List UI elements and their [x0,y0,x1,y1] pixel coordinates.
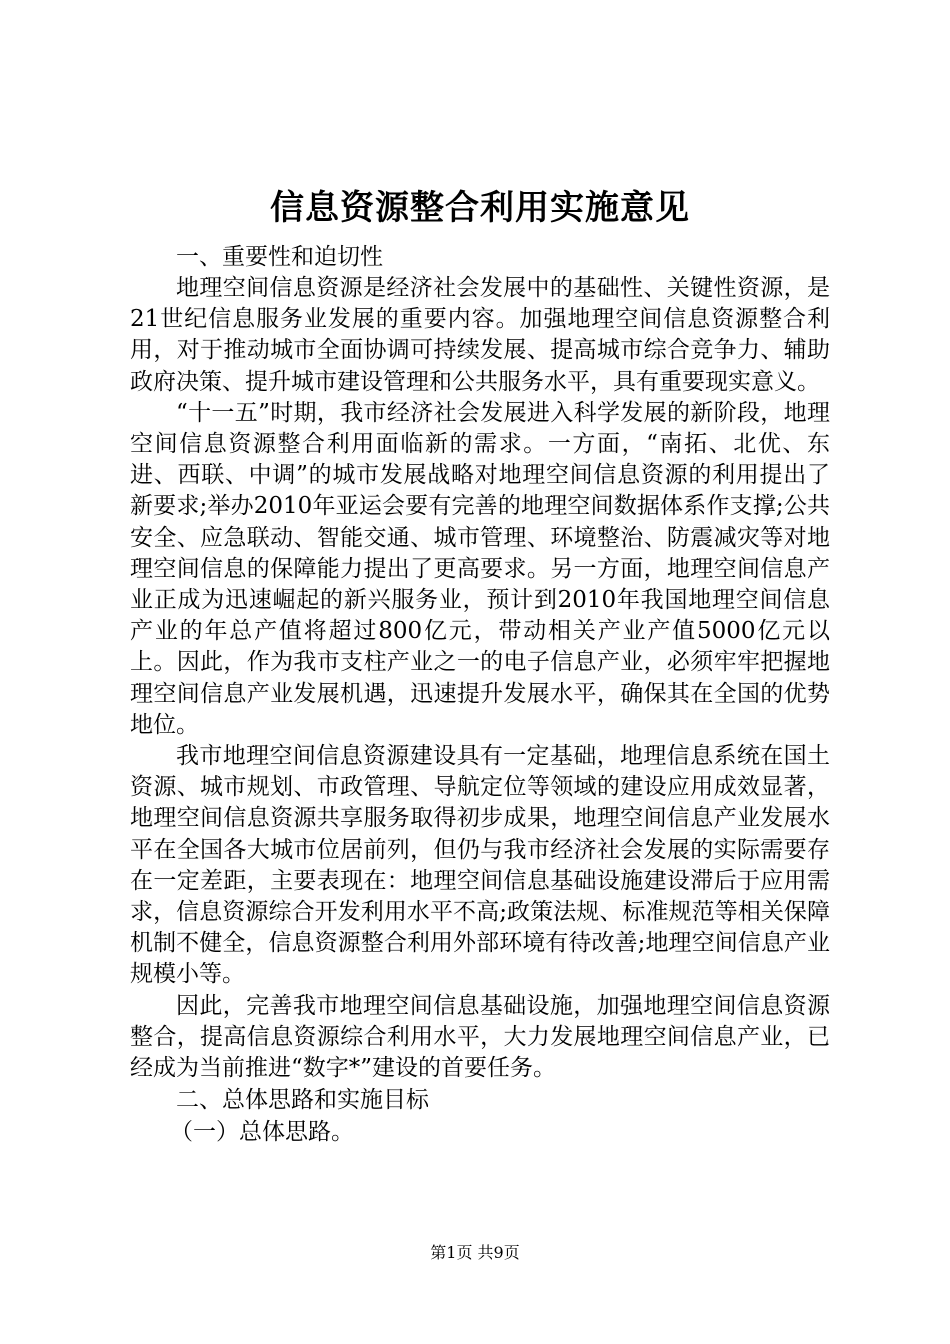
paragraph: “十一五”时期，我市经济社会发展进入科学发展的新阶段，地理空间信息资源整合利用面临新的需求。一方面，“南拓、北优、东进、西联、中调”的城市发展战略对地理空间信息资源的利用提出了新要求;举办2010年亚运会要有完善的地理空间数据体系作支撑;公共安全、应急联动、智能交通、城市管理、环境整治、防震减灾等对地理空间信息的保障能力提出了更高要求。另一方面，地理空间信息产业正成为迅速崛起的新兴服务业，预计到2010年我国地理空间信息产业的年总产值将超过800亿元，带动相关产业产值5000亿元以上。因此，作为我市支柱产业之一的电子信息产业，必须牢牢把握地理空间信息产业发展机遇，迅速提升发展水平，确保其在全国的优势地位。 [130,399,830,738]
section-heading-importance: 一、重要性和迫切性 [176,244,383,270]
paragraph: 因此，完善我市地理空间信息基础设施，加强地理空间信息资源整合，提高信息资源综合利用水平，大力发展地理空间信息产业，已经成为当前推进“数字*”建设的首要任务。 [130,992,830,1082]
subsection-heading: （一）总体思路。 [170,1119,354,1146]
paragraph: 我市地理空间信息资源建设具有一定基础，地理信息系统在国土资源、城市规划、市政管理、导航定位等领域的建设应用成效显著，地理空间信息资源共享服务取得初步成果，地理空间信息产业发展水平在全国各大城市位居前列，但仍与我市经济社会发展的实际需要存在一定差距，主要表现在：地理空间信息基础设施建设滞后于应用需求，信息资源综合开发利用水平不高;政策法规、标准规范等相关保障机制不健全，信息资源整合利用外部环境有待改善;地理空间信息产业规模小等。 [130,743,830,988]
page-footer: 第1页 共9页 [430,1243,520,1262]
document-body [130,183,830,1148]
paragraph: 地理空间信息资源是经济社会发展中的基础性、关键性资源，是21世纪信息服务业发展的重要内容。加强地理空间信息资源整合利用，对于推动城市全面协调可持续发展、提高城市综合竞争力、辅助政府决策、提升城市建设管理和公共服务水平，具有重要现实意义。 [130,275,830,395]
section-heading-overall-approach: 二、总体思路和实施目标 [176,1087,429,1114]
document-title: 信息资源整合利用实施意见 [270,188,690,228]
